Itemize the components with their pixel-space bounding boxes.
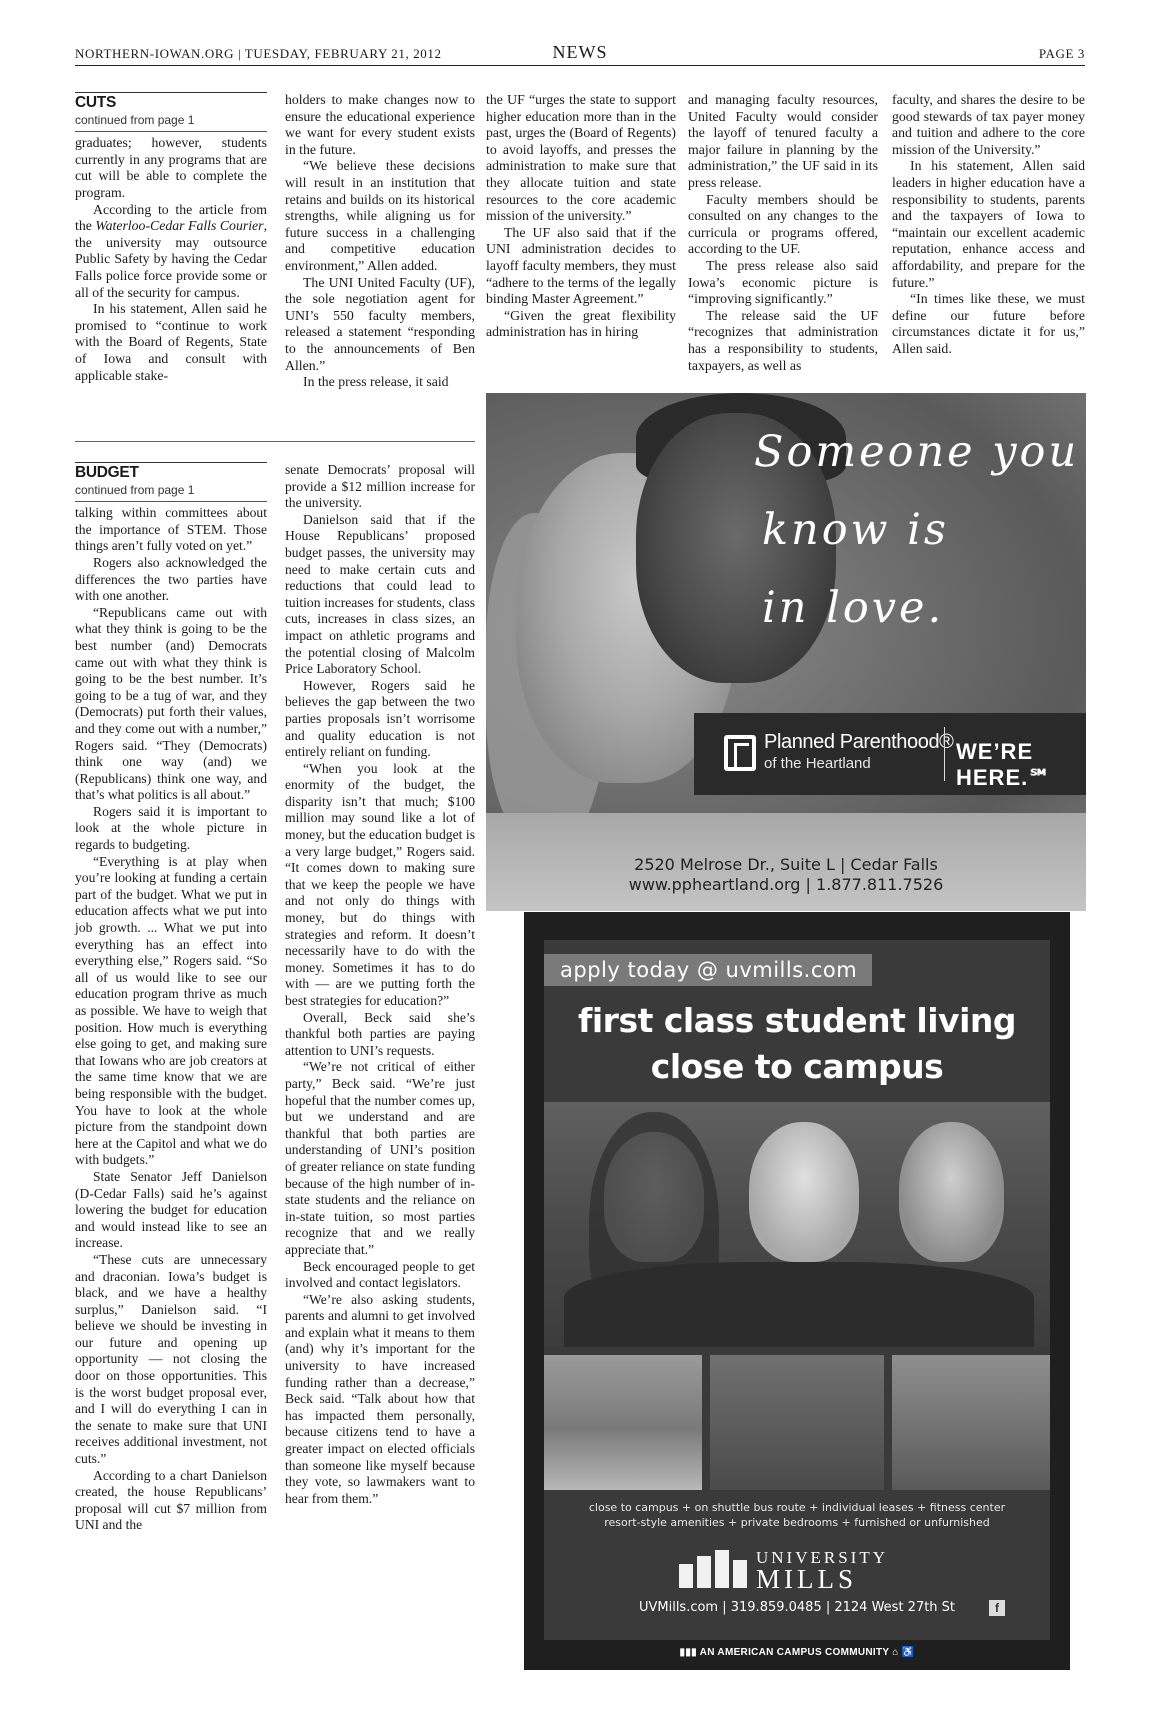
budget-continued: continued from page 1 bbox=[75, 482, 267, 503]
student-photo-3 bbox=[899, 1122, 1004, 1262]
paragraph: and managing faculty resources, United Faculty would consider the layoff of tenured faculty a major failure in planning by the administration,” the UF said in its press release. bbox=[688, 92, 878, 190]
paragraph: faculty, and shares the desire to be good stewards of tax payer money and tuition and adhere to the core mission of the University.” bbox=[892, 92, 1085, 157]
page-header bbox=[75, 44, 1085, 66]
student-bodies bbox=[564, 1262, 1034, 1347]
paragraph: graduates; however, students currently in any programs that are cut will be able to complete the program. bbox=[75, 135, 267, 200]
brand-line-2: MILLS bbox=[756, 1564, 857, 1594]
facebook-icon[interactable]: f bbox=[989, 1600, 1005, 1616]
paragraph: The UF also said that if the UNI administration decides to layoff faculty members, they must “adhere to the terms of the legally binding Master Agreement.” bbox=[486, 224, 676, 307]
budget-column-1 bbox=[75, 462, 267, 1534]
ad-features: close to campus + on shuttle bus route + individual leases + fitness center resort-style amenities + private bedrooms + furnished or unfurnished bbox=[588, 1501, 1006, 1529]
thumbnail-interior bbox=[892, 1355, 1050, 1490]
paragraph: senate Democrats’ proposal will provide a $12 million increase for the university. bbox=[285, 462, 475, 511]
cuts-column-4 bbox=[688, 92, 878, 374]
budget-column-2 bbox=[285, 462, 475, 1507]
paragraph: “Everything is at play when you’re looking at funding a certain part of the budget. What we put in education affects what we put into job growth. ... What we put into everything has an effect into everything else,” Rogers said. “So all of us would like to see our education program thrive as much as possible. We have to weigh that position. How much is everything else going to get, and making sure that Iowans who are job creators at the same time know that we are being responsible with the budget. You have to look at the whole picture from the standpoint down here at the Capitol and what we do with budgets.” bbox=[75, 853, 267, 1168]
cuts-kicker: CUTS bbox=[75, 94, 116, 111]
ad-web-phone[interactable]: www.ppheartland.org | 1.877.811.7526 bbox=[628, 875, 944, 894]
ad-address: 2520 Melrose Dr., Suite L | Cedar Falls bbox=[634, 855, 938, 874]
publication-name: Waterloo-Cedar Falls Courier bbox=[95, 218, 264, 234]
ad-tagline: WE’RE HERE.℠ bbox=[956, 739, 1052, 790]
accessibility-icon: ⌂ ♿ bbox=[889, 1647, 915, 1658]
ad-brand-band bbox=[694, 713, 1086, 795]
paragraph: Faculty members should be consulted on any changes to the curricula or programs offered, according to the UF. bbox=[688, 191, 878, 257]
paragraph: “In times like these, we must define our future before circumstances dictate it for us,” Allen said. bbox=[892, 291, 1085, 356]
paragraph: In his statement, Allen said he promised to “continue to work with the Board of Regents, State of Iowa and consult with applicable stake- bbox=[75, 301, 267, 383]
paragraph: “We believe these decisions will result in an institution that retains and builds on its historical strengths, while aligning us for future success in a challenging and competitive education environment,” Allen added. bbox=[285, 158, 475, 273]
ad-headline: first class student living close to campus bbox=[578, 1001, 1016, 1086]
paragraph: Beck encouraged people to get involved and contact legislators. bbox=[285, 1258, 475, 1291]
paragraph: State Senator Jeff Danielson (D-Cedar Falls) said he’s against lowering the budget for education and would instead like to see an increase. bbox=[75, 1168, 267, 1251]
ad-thumbnail-row bbox=[544, 1355, 1050, 1490]
university-mills-ad[interactable] bbox=[524, 912, 1070, 1670]
apply-banner[interactable]: apply today @ uvmills.com bbox=[544, 954, 872, 986]
paragraph: However, Rogers said he believes the gap between the two parties proposals isn’t worrisome and quality education is not entirely reliant on funding. bbox=[285, 677, 475, 760]
page-number: PAGE 3 bbox=[1038, 46, 1085, 61]
publication-dateline: NORTHERN-IOWAN.ORG | TUESDAY, FEBRUARY 21, 2012 bbox=[75, 46, 442, 61]
article-divider bbox=[75, 441, 475, 442]
cuts-column-2 bbox=[285, 92, 475, 391]
cuts-column-5 bbox=[892, 92, 1085, 358]
paragraph: Overall, Beck said she’s thankful both parties are paying attention to UNI’s requests. bbox=[285, 1009, 475, 1058]
paragraph: In the press release, it said bbox=[303, 374, 449, 390]
ad-headline: Someone you know is in love. bbox=[754, 427, 1080, 633]
paragraph: “When you look at the enormity of the budget, the disparity isn’t that much; $100 million may sound like a lot of money, but the education budget is a very large budget,” Rogers said. “It comes down to making sure that we keep the people we have and not only do things with money, but do things with strategies and reform. It doesn’t necessarily have to do with the money. Sometimes it has to do with — are we putting forth the best strategies for education?” bbox=[285, 760, 475, 1008]
paragraph: Rogers also acknowledged the differences the two parties have with one another. bbox=[75, 554, 267, 604]
section-title: NEWS bbox=[552, 42, 608, 62]
budget-kicker: BUDGET bbox=[75, 464, 139, 481]
paragraph: The release said the UF “recognizes that administration has a responsibility to students, taxpayers, as well as bbox=[688, 307, 878, 373]
paragraph: Danielson said that if the House Republicans’ proposed budget passes, the university may need to make certain cuts and reductions that could lead to tuition increases for students, class cuts, increases in class sizes, an impact on athletic programs and the potential closing of Malcolm Price Laboratory School. bbox=[285, 511, 475, 677]
thumbnail-students bbox=[710, 1355, 884, 1490]
acc-logo-icon: ▮▮▮ bbox=[679, 1647, 700, 1658]
ad-contact[interactable]: UVMills.com | 319.859.0485 | 2124 West 27th St bbox=[638, 1600, 956, 1615]
paragraph: The UNI United Faculty (UF), the sole negotiation agent for UNI’s 550 faculty members, released a statement “responding to the announcements of Ben Allen.” bbox=[285, 274, 475, 373]
ad-students-photo bbox=[544, 1102, 1050, 1347]
org-subtitle: of the Heartland bbox=[764, 755, 871, 772]
university-mills-logo-icon bbox=[679, 1550, 747, 1588]
student-photo-2 bbox=[749, 1122, 859, 1262]
paragraph: According to the article from the Waterloo-Cedar Falls Courier, the university may outsource Public Safety by having the Cedar Falls police force provide some or all of the security for campus. bbox=[75, 201, 268, 300]
paragraph: “Given the great flexibility administration has in hiring bbox=[486, 307, 676, 340]
cuts-column-1 bbox=[75, 92, 267, 384]
paragraph: talking within committees about the importance of STEM. Those things aren’t fully voted on yet.” bbox=[75, 505, 267, 554]
cuts-continued: continued from page 1 bbox=[75, 112, 267, 133]
paragraph: “We’re not critical of either party,” Beck said. “We’re just hopeful that the number comes up, but we understand and are thankful that both parties are understanding of UNI’s position of greater reliance on state funding because of the high number of in-state students and the reliance on in-state tuition, so most parties recognize that and we really appreciate that.” bbox=[285, 1059, 475, 1257]
paragraph: Rogers said it is important to look at the whole picture in regards to budgeting. bbox=[75, 803, 267, 853]
paragraph: “We’re also asking students, parents and alumni to get involved and explain what it means to them (and) why it’s important for the university to have increased funding rather than a decrease,” Beck said. “Talk about how that has impacted them personally, because citizens tend to have a greater impact on elected officials than someone like myself because they vote, so lawmakers want to hear from them.” bbox=[285, 1291, 475, 1506]
ad-contact bbox=[486, 855, 1086, 895]
planned-parenthood-ad[interactable] bbox=[486, 393, 1086, 911]
ad-footer: ▮▮▮ AN AMERICAN CAMPUS COMMUNITY ⌂ ♿ bbox=[679, 1647, 915, 1658]
paragraph: According to a chart Danielson created, the house Republicans’ proposal will cut $7 million from UNI and the bbox=[75, 1467, 267, 1533]
paragraph: holders to make changes now to ensure the educational experience we want for every student exists in the future. bbox=[285, 92, 475, 157]
paragraph: In his statement, Allen said leaders in higher education have a responsibility to students, parents and the taxpayers of Iowa to “maintain our excellent academic reputation, enhance access and affordability, and prepare for the future.” bbox=[892, 158, 1085, 290]
paragraph: “Republicans came out with what they think is going to be the best number (and) Democrats came out with what they think is going to be the best number. It’s going to be a tug of war, and they (Democrats) put forth their values, and they come out with a number,” Rogers said. “They (Democrats) think one way (and) we (Republicans) think one way, and that’s what politics is all about.” bbox=[75, 604, 267, 803]
thumbnail-pool bbox=[544, 1355, 702, 1490]
paragraph: “These cuts are unnecessary and draconian. Iowa’s budget is black, and we have a healthy surplus,” Danielson said. “I believe we should be investing in our future and opening up opportunity — not closing the door on those opportunities. This is the worst budget proposal ever, and I will do everything I can in the senate to make sure that UNI receives additional investment, not cuts.” bbox=[75, 1251, 267, 1467]
cuts-column-3 bbox=[486, 92, 676, 341]
org-name: Planned Parenthood® bbox=[764, 731, 954, 753]
paragraph: the UF “urges the state to support higher education more than in the past, urges the (Board of Regents) to avoid layoffs, and presses the administration to make sure that they allocate tuition and state resources to the core academic mission of the university.” bbox=[486, 92, 676, 224]
brand-line-1: UNIVERSITY bbox=[756, 1548, 888, 1567]
divider bbox=[944, 727, 945, 781]
planned-parenthood-logo-icon bbox=[724, 735, 756, 771]
paragraph: The press release also said Iowa’s economic picture is “improving significantly.” bbox=[688, 257, 878, 307]
